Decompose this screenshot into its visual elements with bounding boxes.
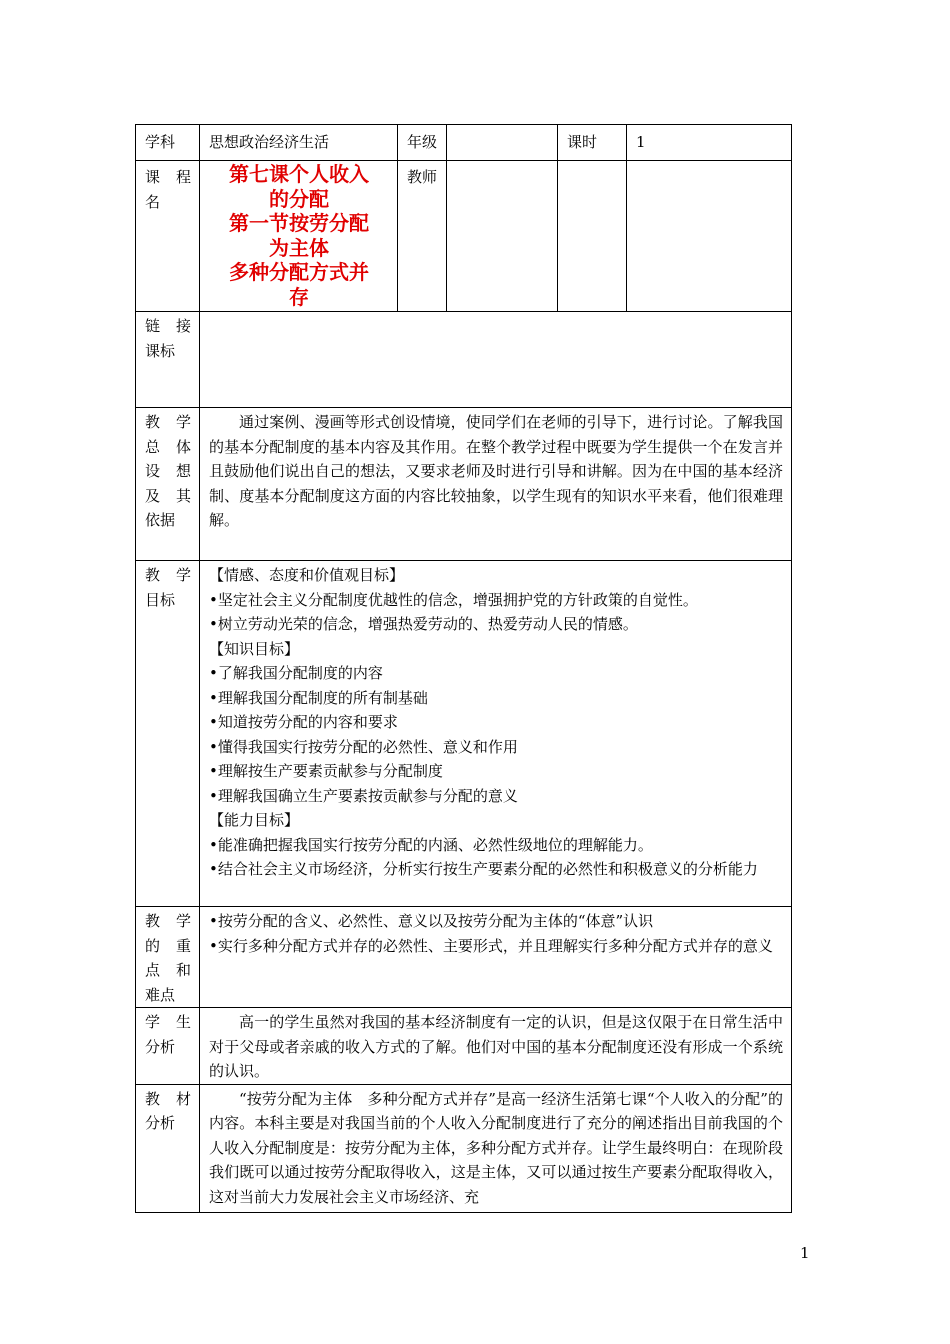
design-label-line: 及 其 bbox=[145, 486, 191, 505]
keypoints-label-line: 教 学 bbox=[145, 912, 191, 930]
goals-item: •树立劳动光荣的信念，增强热爱劳动的、热爱劳动人民的情感。 bbox=[209, 615, 638, 633]
design-label-line: 教 学 bbox=[145, 413, 191, 431]
students-label-line: 学 生 bbox=[145, 1013, 191, 1031]
course-label-line2: 名 bbox=[145, 192, 161, 211]
design-label bbox=[136, 408, 200, 561]
teacher-label: 教师 bbox=[398, 161, 447, 312]
goals-item: •知道按劳分配的内容和要求 bbox=[209, 713, 398, 731]
goals-label-line: 教 学 bbox=[145, 566, 191, 584]
students-row bbox=[136, 1008, 792, 1085]
goals-item: •了解我国分配制度的内容 bbox=[209, 664, 383, 682]
materials-label-line: 教 材 bbox=[145, 1089, 191, 1108]
course-title-line: 第七课个人收入 bbox=[229, 162, 369, 186]
keypoints-content bbox=[200, 907, 792, 1008]
materials-content bbox=[200, 1084, 792, 1212]
students-label-line: 分析 bbox=[145, 1037, 176, 1056]
students-label bbox=[136, 1008, 200, 1085]
materials-label-line: 分析 bbox=[145, 1114, 176, 1132]
page-number: 1 bbox=[800, 1244, 810, 1262]
goals-item: •理解我国确立生产要素按贡献参与分配的意义 bbox=[209, 786, 518, 805]
course-title bbox=[200, 161, 398, 312]
grade-label: 年级 bbox=[398, 125, 447, 161]
keypoints-label-line: 的 重 bbox=[145, 936, 191, 955]
standards-content bbox=[200, 312, 792, 408]
goals-item: •坚定社会主义分配制度优越性的信念，增强拥护党的方针政策的自觉性。 bbox=[209, 590, 698, 609]
standards-row bbox=[136, 312, 792, 408]
keypoints-label-line: 难点 bbox=[145, 985, 176, 1004]
design-text: 通过案例、漫画等形式创设情境，使同学们在老师的引导下，进行讨论。了解我国的基本分配制度的基本内容及其作用。在整个教学过程中既要为学生提供一个在发言并且鼓励他们说出自己的想法，又要求老师及时进行引导和讲解。因为在中国的基本经济制、度基本分配制度这方面的内容比较抽象，以学生现有的知识水平来看，他们很难理解。 bbox=[209, 413, 783, 529]
goals-row bbox=[136, 561, 792, 907]
course-title-line: 第一节按劳分配 bbox=[229, 211, 369, 235]
goals-item: •理解我国分配制度的所有制基础 bbox=[209, 688, 428, 707]
design-label-line: 总 体 bbox=[145, 437, 191, 456]
keypoints-label bbox=[136, 907, 200, 1008]
course-label-line1: 课 程 bbox=[145, 168, 191, 186]
course-title-line: 存 bbox=[289, 284, 309, 309]
keypoints-item: •实行多种分配方式并存的必然性、主要形式，并且理解实行多种分配方式并存的意义 bbox=[209, 936, 773, 955]
goals-content bbox=[200, 561, 792, 907]
design-row bbox=[136, 408, 792, 561]
goals-item: •理解按生产要素贡献参与分配制度 bbox=[209, 762, 443, 780]
periods-value: 1 bbox=[627, 125, 792, 161]
goals-item: •能准确把握我国实行按劳分配的内涵、必然性级地位的理解能力。 bbox=[209, 835, 653, 854]
course-title-line: 为主体 bbox=[269, 235, 329, 260]
design-label-line: 设 想 bbox=[145, 462, 191, 480]
materials-text: “按劳分配为主体 多种分配方式并存”是高一经济生活第七课“个人收入的分配”的内容。本科主要是对我国当前的个人收入分配制度进行了充分的阐述指出目前我国的个人收入分配制度是：按劳分配为主体，多种分配方式并存。让学生最终明白：在现阶段我们既可以通过按劳分配取得收入，这是主体，又可以通过按生产要素分配取得收入，这对当前大力发展社会主义市场经济、充 bbox=[209, 1089, 783, 1206]
goals-label bbox=[136, 561, 200, 907]
header-row bbox=[136, 125, 792, 161]
course-title-line: 多种分配方式并 bbox=[229, 260, 369, 284]
subject-value: 思想政治经济生活 bbox=[200, 125, 398, 161]
lesson-plan-table bbox=[135, 124, 792, 1213]
design-label-line: 依据 bbox=[145, 511, 176, 529]
subject-label: 学科 bbox=[136, 125, 200, 161]
grade-value bbox=[447, 125, 558, 161]
goals-item: •懂得我国实行按劳分配的必然性、意义和作用 bbox=[209, 737, 518, 756]
materials-label bbox=[136, 1084, 200, 1212]
keypoints-row bbox=[136, 907, 792, 1008]
course-row bbox=[136, 161, 792, 312]
course-empty-2 bbox=[627, 161, 792, 312]
goals-item: 【情感、态度和价值观目标】 bbox=[209, 566, 405, 584]
teacher-value bbox=[447, 161, 558, 312]
course-empty-1 bbox=[558, 161, 627, 312]
materials-row bbox=[136, 1084, 792, 1212]
course-label bbox=[136, 161, 200, 312]
goals-item: 【能力目标】 bbox=[209, 811, 300, 829]
goals-label-line: 目标 bbox=[145, 590, 176, 609]
students-text: 高一的学生虽然对我国的基本经济制度有一定的认识，但是这仅限于在日常生活中对于父母或者亲戚的收入方式的了解。他们对中国的基本分配制度还没有形成一个系统的认识。 bbox=[209, 1013, 783, 1080]
students-content bbox=[200, 1008, 792, 1085]
course-title-line: 的分配 bbox=[269, 186, 329, 211]
keypoints-item: •按劳分配的含义、必然性、意义以及按劳分配为主体的“体意”认识 bbox=[209, 912, 654, 930]
goals-item: •结合社会主义市场经济，分析实行按生产要素分配的必然性和积极意义的分析能力 bbox=[209, 860, 758, 878]
design-content bbox=[200, 408, 792, 561]
standards-label bbox=[136, 312, 200, 408]
standards-label-line1: 链 接 bbox=[145, 317, 191, 335]
keypoints-label-line: 点 和 bbox=[145, 961, 191, 979]
goals-item: 【知识目标】 bbox=[209, 639, 300, 658]
standards-label-line2: 课标 bbox=[145, 341, 176, 360]
periods-label: 课时 bbox=[558, 125, 627, 161]
